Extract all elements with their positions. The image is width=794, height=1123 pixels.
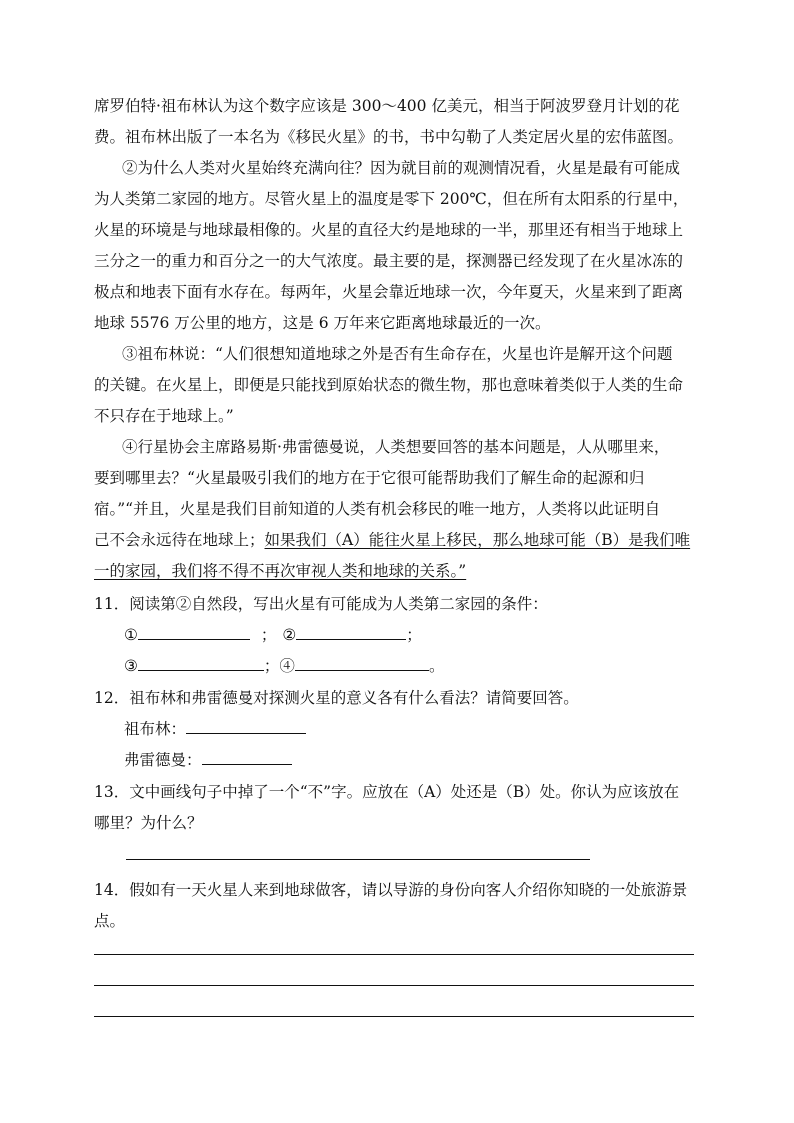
q13-answer-line[interactable] <box>126 859 590 860</box>
passage-line: 地球 5576 万公里的地方，这是 6 万年来它距离地球最近的一次。 <box>94 314 551 332</box>
underlined-sentence: 如果我们（A）能往火星上移民，那么地球可能（B）是我们唯 <box>264 531 691 549</box>
passage-line <box>94 530 690 550</box>
question-14-cont: 点。 <box>94 912 126 930</box>
q12-answer-row-1 <box>124 719 306 739</box>
underlined-sentence: 一的家园，我们将不得不再次审视人类和地球的关系。” <box>94 562 467 580</box>
q11-answer-blank-3[interactable] <box>138 656 264 671</box>
q11-answer-blank-1[interactable] <box>138 625 250 640</box>
q14-answer-line[interactable] <box>94 954 694 955</box>
q12-label-friedman: 弗雷德曼： <box>124 751 202 769</box>
passage-line <box>94 561 466 581</box>
passage-line: 宿。”“并且，火星是我们目前知道的人类有机会移民的唯一地方，人类将以此证明自 <box>94 500 661 518</box>
passage-line: 席罗伯特·祖布林认为这个数字应该是 300～400 亿美元，相当于阿波罗登月计划的花 <box>94 97 680 115</box>
question-11: 11．阅读第②自然段，写出火星有可能成为人类第二家园的条件： <box>94 595 548 613</box>
passage-line: 三分之一的重力和百分之一的大气浓度。最主要的是，探测器已经发现了在火星冰冻的 <box>94 252 684 270</box>
q11-end: 。 <box>428 657 445 675</box>
q12-label-zublin: 祖布林： <box>124 720 187 738</box>
passage-text: 己不会永远待在地球上； <box>94 531 265 549</box>
passage-line: 为人类第二家园的地方。尽管火星上的温度是零下 200℃，但在所有太阳系的行星中， <box>94 190 689 208</box>
q11-answer-row-2 <box>124 656 444 676</box>
passage-line: ③祖布林说：“人们很想知道地球之外是否有生命存在，火星也许是解开这个问题 <box>122 345 673 363</box>
q11-answer-blank-2[interactable] <box>296 625 406 640</box>
q11-separator: ； <box>263 657 280 675</box>
passage-line: ②为什么人类对火星始终充满向往？因为就目前的观测情况看，火星是最有可能成 <box>122 159 681 177</box>
q11-answer-row-1 <box>124 625 422 645</box>
q11-marker-1: ① <box>124 626 138 644</box>
question-13-cont: 哪里？为什么？ <box>94 814 203 832</box>
question-13: 13．文中画线句子中掉了一个“不”字。应放在（A）处还是（B）处。你认为应该放在 <box>94 783 680 801</box>
question-12: 12．祖布林和弗雷德曼对探测火星的意义各有什么看法？请简要回答。 <box>94 689 579 707</box>
passage-line: 费。祖布林出版了一本名为《移民火星》的书，书中勾勒了人类定居火星的宏伟蓝图。 <box>94 128 684 146</box>
question-14: 14．假如有一天火星人来到地球做客，请以导游的身份向客人介绍你知晓的一处旅游景 <box>94 881 688 899</box>
q11-marker-3: ③ <box>124 657 138 675</box>
q14-answer-line[interactable] <box>94 985 694 986</box>
q11-answer-blank-4[interactable] <box>295 656 429 671</box>
passage-line: 要到哪里去？“火星最吸引我们的地方在于它很可能帮助我们了解生命的起源和归 <box>94 469 645 487</box>
q11-separator: ； <box>406 626 422 644</box>
q12-answer-row-2 <box>124 750 292 770</box>
passage-line: 的关键。在火星上，即便是只能找到原始状态的微生物，那也意味着类似于人类的生命 <box>94 376 684 394</box>
passage-line: 火星的环境是与地球最相像的。火星的直径大约是地球的一半，那里还有相当于地球上 <box>94 221 684 239</box>
passage-line: ④行星协会主席路易斯·弗雷德曼说，人类想要回答的基本问题是，人从哪里来， <box>122 438 670 456</box>
q11-marker-4: ④ <box>279 657 295 675</box>
q12-answer-blank-zublin[interactable] <box>186 719 306 734</box>
q11-marker-2: ② <box>282 626 297 644</box>
passage-line: 不只存在于地球上。” <box>94 407 234 425</box>
passage-line: 极点和地表下面有水存在。每两年，火星会靠近地球一次，今年夏天，火星来到了距离 <box>94 283 684 301</box>
q11-separator: ； <box>260 626 277 644</box>
q14-answer-line[interactable] <box>94 1016 694 1017</box>
q12-answer-blank-friedman[interactable] <box>202 750 292 765</box>
